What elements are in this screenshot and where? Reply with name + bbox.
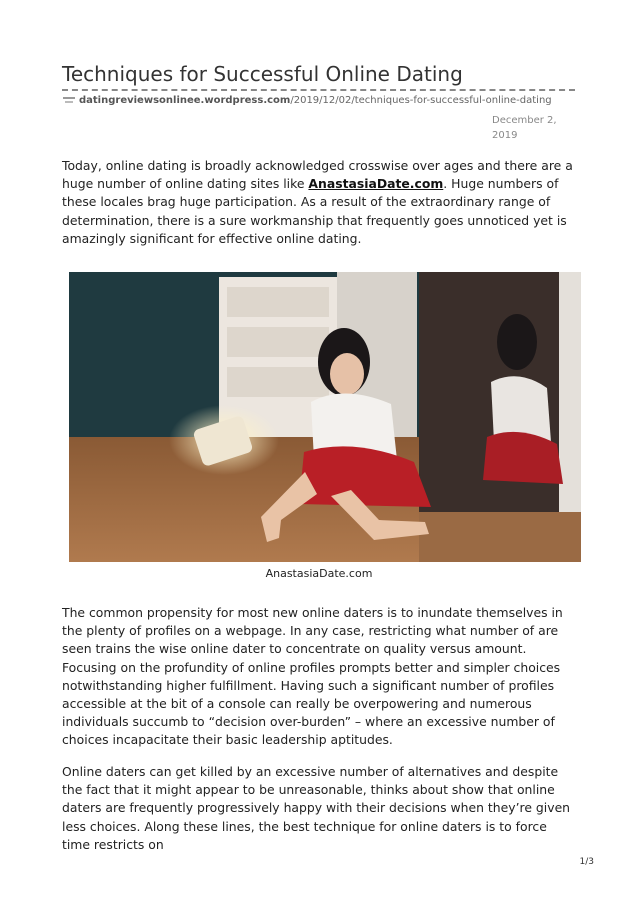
source-path[interactable]: /2019/12/02/techniques-for-successful-online-dating	[290, 95, 552, 106]
source-url[interactable]	[62, 93, 582, 109]
site-favicon-icon	[62, 95, 76, 106]
publish-date: December 2, 2019	[492, 115, 557, 141]
anastasiadate-link[interactable]: AnastasiaDate.com	[308, 176, 444, 192]
intro-paragraph	[62, 157, 576, 248]
body-paragraph-2: The common propensity for most new online daters is to inundate themselves in the plenty of profiles on a webpage. In any case, restricting what number of are seen trains the wise online dater to concentrate on quality versus amount. Focusing on the profundity of online profiles prompts better and simpler choices notwithstanding higher fulfillment. Having such a significant number of profiles accessible at the bit of a console can really be overpowering and numerous individuals succumb to “decision over-burden” – where an excessive number of choices incapacitate their basic leadership aptitudes.	[62, 605, 563, 748]
image-caption: AnastasiaDate.com	[265, 567, 373, 580]
article-title: Techniques for Successful Online Dating	[62, 62, 463, 86]
intro-text-end: . Huge numbers of these locales brag huge participation. As a result of the extraordinary range of determination, there is a sure workmanship that frequently goes unnoticed yet is amazingly significant for effective online dating.	[62, 176, 567, 246]
source-domain[interactable]: datingreviewsonlinee.wordpress.com	[79, 95, 291, 106]
article-photo	[69, 272, 581, 562]
page-number: 1/3	[579, 857, 594, 867]
body-paragraph-3: Online daters can get killed by an excessive number of alternatives and despite the fact that it might appear to be unreasonable, thinks about show that online daters are frequently progressively happy with their decisions when they’re given less choices. Along these lines, the best technique for online daters is to force time restricts on	[62, 764, 571, 852]
title-divider	[62, 89, 575, 91]
intro-text-start: Today, online dating is broadly acknowledged crosswise over ages and there are a huge number of online dating sites like	[62, 158, 573, 192]
